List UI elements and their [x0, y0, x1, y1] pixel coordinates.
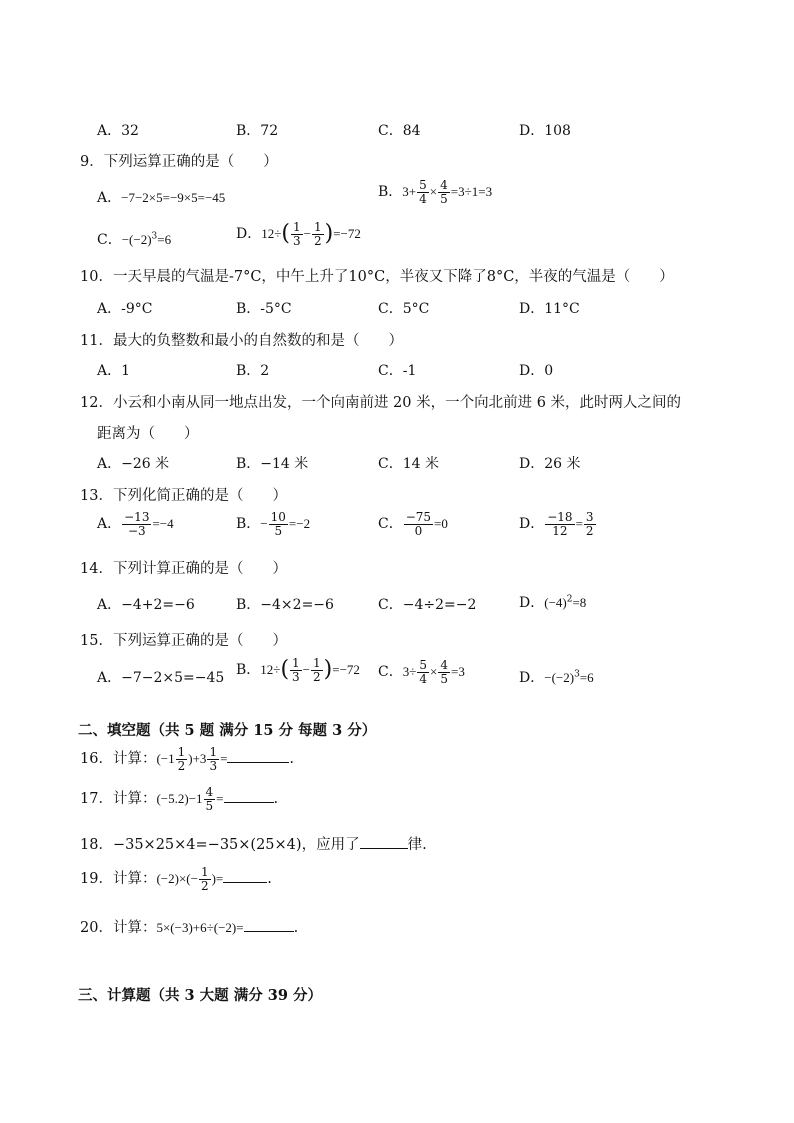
q11-stem: 11．最大的负整数和最小的自然数的和是（ ）: [80, 333, 403, 349]
q10-option-d: D．11°C: [519, 301, 580, 317]
fraction: $\frac{-75}{0}$: [405, 510, 432, 538]
q13-option-c: C． $\frac{-75}{0}$ =0: [378, 510, 448, 538]
q13-option-a: A． $\frac{-13}{-3}$ =−4: [97, 510, 174, 538]
q14-stem: 14．下列计算正确的是（ ）: [80, 561, 287, 577]
q13-option-d: D． $\frac{-18}{12}$ = $\frac{3}{2}$: [519, 510, 594, 538]
q12-option-b: B．−14 米: [236, 456, 309, 472]
answer-blank[interactable]: [227, 750, 289, 763]
q9-stem: 9．下列运算正确的是（ ）: [80, 154, 278, 170]
fraction: $\frac{1}{2}$: [200, 865, 209, 893]
fraction: $\frac{1}{3}$: [209, 745, 218, 773]
answer-blank[interactable]: [223, 870, 267, 883]
q8-option-b: B．72: [236, 123, 279, 139]
q9-option-c: C．$-(-2)^3=6$: [97, 231, 172, 248]
answer-blank[interactable]: [224, 790, 274, 803]
fraction: $\frac{1}{2}$: [313, 220, 322, 248]
q15-stem: 15．下列运算正确的是（ ）: [80, 633, 287, 649]
fraction: $\frac{1}{3}$: [292, 656, 300, 684]
q19: 19．计算：(−2)×(− $\frac{1}{2}$ )= .: [80, 865, 272, 893]
q12-option-a: A．−26 米: [97, 456, 170, 472]
answer-blank[interactable]: [244, 919, 294, 932]
fraction: $\frac{4}{5}$: [205, 785, 214, 813]
fraction: $\frac{5}{4}$: [419, 658, 427, 686]
fraction: $\frac{1}{2}$: [177, 745, 186, 773]
fraction: $\frac{5}{4}$: [419, 178, 427, 206]
q14-option-b: B．−4×2=−6: [236, 597, 334, 613]
q15-option-d: D．$-(-2)^3=6$: [519, 669, 594, 686]
q12-stem-line2: 距离为（ ）: [97, 426, 199, 442]
q9-option-d: D．12÷( $\frac{1}{3}$ − $\frac{1}{2}$ )=−72: [236, 220, 361, 248]
q10-stem: 10．一天早晨的气温是-7°C，中午上升了10°C，半夜又下降了8°C，半夜的气温是（ ）: [80, 269, 674, 285]
q12-option-c: C．14 米: [378, 456, 439, 472]
q9-option-b: B．3+ $\frac{5}{4}$ × $\frac{4}{5}$ =3÷1=3: [378, 178, 493, 206]
q16: 16．计算：(−1 $\frac{1}{2}$ )+3 $\frac{1}{3}$ = .: [80, 745, 295, 773]
q13-option-b: B．− $\frac{10}{5}$ =−2: [236, 510, 311, 538]
q8-option-c: C．84: [378, 123, 421, 139]
q8-option-d: D．108: [519, 123, 571, 139]
fraction: $\frac{-18}{12}$: [547, 510, 573, 538]
fraction: $\frac{10}{5}$: [270, 510, 286, 538]
q10-option-a: A．-9°C: [97, 301, 153, 317]
q8-option-a: A．32: [97, 123, 139, 139]
fraction: $\frac{3}{2}$: [585, 510, 594, 538]
fraction: $\frac{-13}{-3}$: [124, 510, 150, 538]
q11-option-b: B．2: [236, 363, 270, 379]
q15-option-c: C．3÷ $\frac{5}{4}$ × $\frac{4}{5}$ =3: [378, 658, 465, 686]
q11-option-a: A．1: [97, 363, 131, 379]
q12-stem-line1: 12．小云和小南从同一地点出发，一个向南前进 20 米，一个向北前进 6 米，此时两人之间的: [80, 395, 682, 411]
q10-option-c: C．5°C: [378, 301, 430, 317]
q18: 18．−35×25×4=−35×(25×4)，应用了 律.: [80, 837, 427, 853]
q15-option-b: B．12÷( $\frac{1}{3}$ − $\frac{1}{2}$ )=−72: [236, 656, 360, 684]
fraction: $\frac{1}{3}$: [292, 220, 301, 248]
fraction: $\frac{4}{5}$: [440, 178, 448, 206]
section-heading-fill-in: 二、填空题（共 5 题 满分 15 分 每题 3 分）: [78, 722, 377, 739]
q15-option-a: A．−7−2×5=−45: [97, 670, 225, 686]
q13-stem: 13．下列化简正确的是（ ）: [80, 488, 287, 504]
q14-option-c: C．−4÷2=−2: [378, 597, 477, 613]
section-heading-calculation: 三、计算题（共 3 大题 满分 39 分）: [78, 987, 323, 1004]
q11-option-c: C．-1: [378, 363, 417, 379]
answer-blank[interactable]: [360, 836, 408, 849]
fraction: $\frac{4}{5}$: [440, 658, 448, 686]
q12-option-d: D．26 米: [519, 456, 581, 472]
q14-option-d: D．$(-4)^2=8$: [519, 594, 587, 611]
q20: 20．计算：5×(−3)+6÷(−2)= .: [80, 920, 299, 936]
q10-option-b: B．-5°C: [236, 301, 292, 317]
q17: 17．计算：(−5.2)−1 $\frac{4}{5}$ = .: [80, 785, 279, 813]
q14-option-a: A．−4+2=−6: [97, 597, 195, 613]
q11-option-d: D．0: [519, 363, 554, 379]
fraction: $\frac{1}{2}$: [313, 656, 321, 684]
q9-option-a: A．−7−2×5=−9×5=−45: [97, 190, 226, 206]
